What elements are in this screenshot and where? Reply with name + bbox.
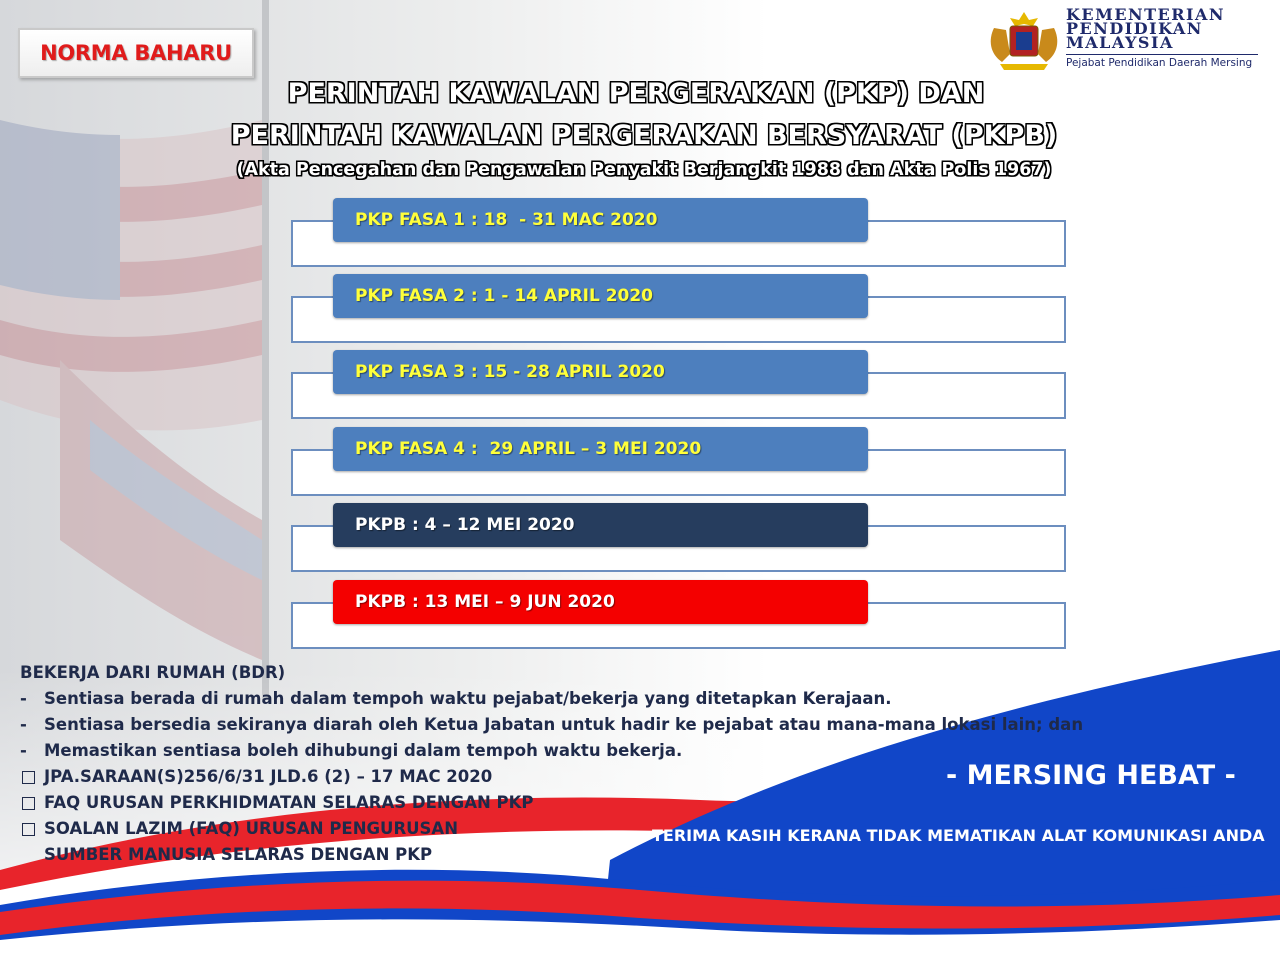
bdr-item-text: Memastikan sentiasa boleh dihubungi dalam tempoh waktu bekerja. bbox=[44, 741, 683, 760]
logo-subtitle: Pejabat Pendidikan Daerah Mersing bbox=[1066, 57, 1253, 69]
title-line-2: PERINTAH KAWALAN PERGERAKAN BERSYARAT (PKPB) bbox=[230, 120, 1058, 151]
norma-baharu-badge: NORMA BAHARU bbox=[18, 28, 254, 78]
bdr-item: - Memastikan sentiasa boleh dihubungi dalam tempoh waktu bekerja. bbox=[20, 741, 683, 760]
bdr-item: - Sentiasa berada di rumah dalam tempoh waktu pejabat/bekerja yang ditetapkan Kerajaan. bbox=[20, 689, 892, 708]
ministry-logo bbox=[986, 4, 1266, 76]
mersing-hebat-slogan: - MERSING HEBAT - bbox=[946, 760, 1236, 791]
reference-item bbox=[20, 790, 1120, 816]
malaysia-coat-of-arms-icon bbox=[986, 8, 1062, 74]
phase-bar-pkp-fasa-3: PKP FASA 3 : 15 - 28 APRIL 2020 bbox=[333, 350, 868, 394]
reference-text: SUMBER MANUSIA SELARAS DENGAN PKP bbox=[44, 845, 433, 864]
reference-text: SOALAN LAZIM (FAQ) URUSAN PENGURUSAN bbox=[44, 819, 459, 838]
logo-line-malaysia: MALAYSIA bbox=[1066, 33, 1174, 52]
bdr-item: - Sentiasa bersedia sekiranya diarah oleh Ketua Jabatan untuk hadir ke pejabat atau mana-mana lokasi lain; dan bbox=[20, 715, 1084, 734]
checkbox-square-icon bbox=[22, 823, 35, 836]
bdr-item-text: Sentiasa bersedia sekiranya diarah oleh Ketua Jabatan untuk hadir ke pejabat atau mana-mana lokasi lain; dan bbox=[44, 715, 1084, 734]
logo-line-kementerian: KEMENTERIAN bbox=[1066, 5, 1226, 24]
checkbox-square-icon bbox=[22, 771, 35, 784]
reference-text: FAQ URUSAN PERKHIDMATAN SELARAS DENGAN PKP bbox=[44, 793, 534, 812]
checkbox-square-icon bbox=[22, 797, 35, 810]
phase-bar-pkp-fasa-2: PKP FASA 2 : 1 - 14 APRIL 2020 bbox=[333, 274, 868, 318]
footer-message: TERIMA KASIH KERANA TIDAK MEMATIKAN ALAT KOMUNIKASI ANDA bbox=[652, 826, 1265, 845]
logo-line-pendidikan: PENDIDIKAN bbox=[1066, 19, 1203, 38]
reference-continuation bbox=[20, 842, 1120, 868]
phase-bar-pkpb-2: PKPB : 13 MEI – 9 JUN 2020 bbox=[333, 580, 868, 624]
logo-divider bbox=[1066, 54, 1258, 55]
bdr-heading: BEKERJA DARI RUMAH (BDR) bbox=[20, 663, 286, 682]
title-line-1: PERINTAH KAWALAN PERGERAKAN (PKP) DAN bbox=[287, 78, 985, 109]
phase-bar-pkp-fasa-4: PKP FASA 4 : 29 APRIL – 3 MEI 2020 bbox=[333, 427, 868, 471]
bdr-item-text: Sentiasa berada di rumah dalam tempoh waktu pejabat/bekerja yang ditetapkan Kerajaan. bbox=[44, 689, 892, 708]
title-subtitle: (Akta Pencegahan dan Pengawalan Penyakit Berjangkit 1988 dan Akta Polis 1967) bbox=[236, 160, 1052, 180]
phase-bar-pkp-fasa-1: PKP FASA 1 : 18 - 31 MAC 2020 bbox=[333, 198, 868, 242]
reference-text: JPA.SARAAN(S)256/6/31 JLD.6 (2) – 17 MAC 2020 bbox=[44, 767, 493, 786]
phase-bar-pkpb-1: PKPB : 4 – 12 MEI 2020 bbox=[333, 503, 868, 547]
